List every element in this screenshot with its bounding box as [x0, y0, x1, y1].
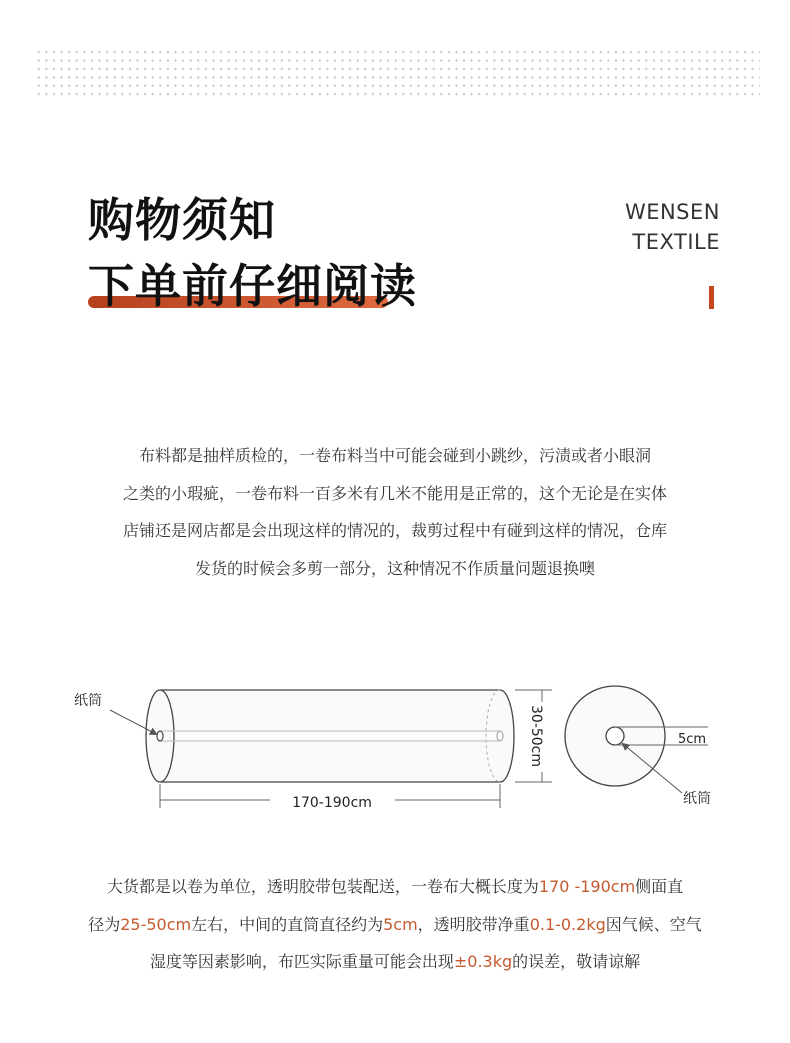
shipping-line: [50, 868, 740, 906]
notice-line: 发货的时候会多剪一部分，这种情况不作质量问题退换噢: [194, 558, 595, 578]
length-label: 170-190cm: [292, 795, 372, 811]
tube-label-left: 纸筒: [74, 693, 102, 709]
dot-pattern-decoration: [35, 48, 760, 98]
notice-line: 之类的小瑕疵，一卷布料一百多米有几米不能用是正常的，这个无论是在实体: [122, 483, 667, 503]
weight-highlight: 0.1-0.2kg: [529, 914, 606, 934]
brand-name: [625, 197, 720, 257]
page-subtitle: [88, 259, 417, 313]
text: 的误差，敬请谅解: [512, 952, 641, 971]
core-diameter-label: 5cm: [678, 732, 707, 747]
shipping-paragraph: [50, 868, 740, 981]
tube-label-right: 纸筒: [683, 791, 711, 807]
brand-line-1: WENSEN: [624, 200, 720, 224]
diameter-highlight: 25-50cm: [120, 914, 192, 934]
text: 湿度等因素影响，布匹实际重量可能会出现: [149, 952, 454, 971]
length-highlight: 170 -190cm: [538, 877, 636, 896]
shipping-line: [50, 906, 740, 944]
text: 因气候、空气: [605, 914, 702, 934]
tolerance-highlight: ±0.3kg: [453, 952, 513, 971]
text: ，透明胶带净重: [417, 914, 530, 934]
brand-accent-bar: [709, 286, 714, 309]
notice-line: 店铺还是网店都是会出现这样的情况的，裁剪过程中有碰到这样的情况，仓库: [122, 521, 667, 540]
notice-line: 布料都是抽样质检的，一卷布料当中可能会碰到小跳纱，污渍或者小眼洞: [138, 446, 651, 465]
text: 左右，中间的直筒直径约为: [191, 914, 384, 934]
diameter-label: 30-50cm: [528, 704, 544, 768]
shipping-line: [50, 943, 740, 981]
text: 侧面直: [635, 877, 684, 896]
text: 径为: [88, 914, 121, 934]
text: 大货都是以卷为单位，透明胶带包装配送，一卷布大概长度为: [106, 877, 539, 896]
page-subtitle-text: 下单前仔细阅读: [88, 259, 417, 313]
brand-line-2: TEXTILE: [632, 230, 720, 254]
roll-side-view: [146, 690, 514, 782]
notice-paragraph: [50, 437, 740, 587]
core-highlight: 5cm: [383, 914, 418, 934]
page-title: 购物须知: [88, 193, 276, 247]
fabric-roll-diagram: [0, 660, 790, 830]
